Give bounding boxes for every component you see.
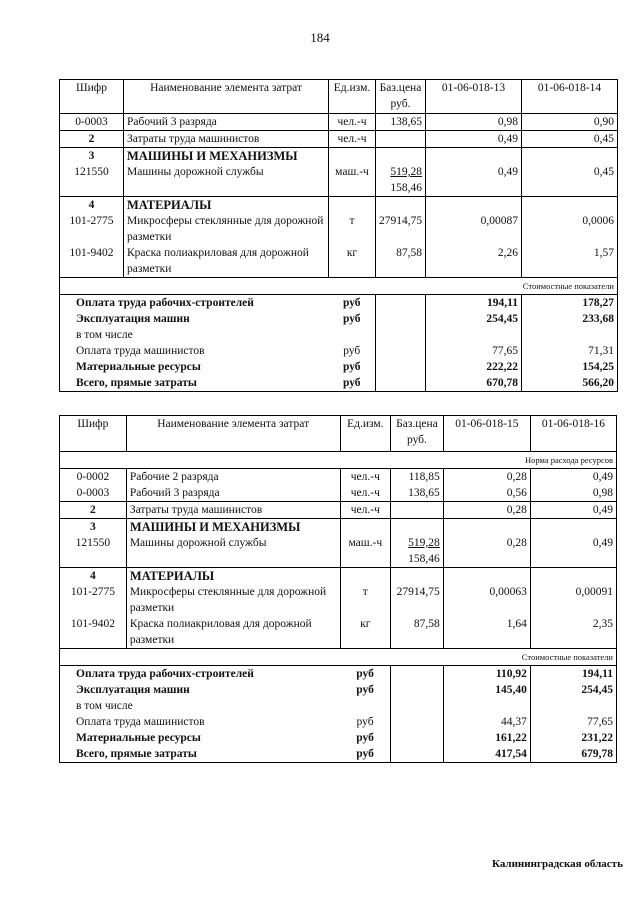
table-row	[60, 584, 617, 616]
total-value-a: 254,45	[426, 311, 522, 327]
total-label: Всего, прямые затраты	[60, 375, 329, 392]
row-code: 2	[60, 131, 124, 148]
row-value-a: 0,28	[443, 535, 530, 568]
header-col-b: 01-06-018-16	[530, 416, 616, 452]
band-resource-norm: Норма расхода ресурсов	[60, 452, 617, 469]
total-value-b: 194,11	[530, 666, 616, 683]
row-value-b: 0,0006	[522, 213, 618, 245]
total-label: Материальные ресурсы	[60, 359, 329, 375]
total-row	[60, 714, 617, 730]
row-code: 0-0002	[60, 469, 127, 486]
total-unit: руб	[356, 716, 374, 728]
row-price: 27914,75	[376, 213, 426, 245]
row-price: 519,28	[408, 537, 440, 549]
section-title: МАШИНЫ И МЕХАНИЗМЫ	[124, 148, 329, 165]
header-code: Шифр	[60, 416, 127, 452]
row-price-secondary: 158,46	[408, 553, 440, 565]
header-base-price: Баз.цена руб.	[376, 80, 426, 114]
band-row	[60, 278, 618, 295]
table-row	[60, 164, 618, 197]
row-value-b: 0,49	[530, 469, 616, 486]
footer-region: Калининградская область	[492, 858, 623, 870]
total-row	[60, 359, 618, 375]
row-unit: т	[329, 213, 376, 245]
cost-table-1	[59, 79, 618, 392]
row-unit: маш.-ч	[340, 535, 391, 568]
row-price: 519,28	[390, 166, 422, 178]
band-row	[60, 452, 617, 469]
header-col-b: 01-06-018-14	[522, 80, 618, 114]
total-label: Материальные ресурсы	[60, 730, 341, 746]
total-unit: руб	[356, 668, 374, 680]
table-row	[60, 616, 617, 649]
header-col-a: 01-06-018-13	[426, 80, 522, 114]
total-label: Оплата труда рабочих-строителей	[60, 295, 329, 312]
section-title: МАТЕРИАЛЫ	[124, 197, 329, 214]
table-row	[60, 535, 617, 568]
row-value-a: 0,00063	[443, 584, 530, 616]
header-name: Наименование элемента затрат	[126, 416, 340, 452]
row-value-b: 0,45	[522, 164, 618, 197]
row-code: 101-9402	[60, 616, 127, 649]
row-name: Рабочий 3 разряда	[124, 114, 329, 131]
total-label: в том числе	[60, 698, 341, 714]
total-label: в том числе	[60, 327, 329, 343]
total-value-b: 254,45	[530, 682, 616, 698]
row-name: Машины дорожной службы	[124, 164, 329, 197]
total-value-a: 161,22	[443, 730, 530, 746]
row-name: Машины дорожной службы	[126, 535, 340, 568]
header-unit: Ед.изм.	[329, 80, 376, 114]
row-code: 121550	[60, 535, 127, 568]
row-value-a: 0,49	[426, 131, 522, 148]
header-name: Наименование элемента затрат	[124, 80, 329, 114]
section-title: МАТЕРИАЛЫ	[126, 568, 340, 585]
row-code: 101-9402	[60, 245, 124, 278]
row-unit: т	[340, 584, 391, 616]
section-row	[60, 568, 617, 585]
total-row	[60, 295, 618, 312]
section-row	[60, 197, 618, 214]
total-value-b: 566,20	[522, 375, 618, 392]
row-value-b: 0,49	[530, 502, 616, 519]
total-label: Эксплуатация машин	[60, 311, 329, 327]
row-code: 101-2775	[60, 584, 127, 616]
total-label: Оплата труда машинистов	[60, 714, 341, 730]
total-value-b: 679,78	[530, 746, 616, 763]
total-value-a: 417,54	[443, 746, 530, 763]
total-unit: руб	[329, 375, 376, 392]
row-code: 0-0003	[60, 485, 127, 502]
band-row	[60, 649, 617, 666]
row-price: 118,85	[391, 469, 444, 486]
row-price: 138,65	[376, 114, 426, 131]
section-code: 3	[60, 148, 124, 165]
total-label: Эксплуатация машин	[60, 682, 341, 698]
section-code: 3	[60, 519, 127, 536]
row-value-a: 2,26	[426, 245, 522, 278]
total-row	[60, 311, 618, 327]
row-name: Краска полиакриловая для дорожной разметки	[126, 616, 340, 649]
row-code: 101-2775	[60, 213, 124, 245]
row-value-b: 2,35	[530, 616, 616, 649]
header-base-price: Баз.цена руб.	[391, 416, 444, 452]
total-value-a: 44,37	[443, 714, 530, 730]
total-value-b: 233,68	[522, 311, 618, 327]
total-value-a: 194,11	[426, 295, 522, 312]
row-code: 2	[60, 502, 127, 519]
row-name: Рабочий 3 разряда	[126, 485, 340, 502]
cost-table-2	[59, 415, 617, 763]
table-row	[60, 469, 617, 486]
section-row	[60, 519, 617, 536]
row-name: Микросферы стеклянные для дорожной разметки	[126, 584, 340, 616]
row-value-a: 0,49	[426, 164, 522, 197]
row-name: Рабочие 2 разряда	[126, 469, 340, 486]
table-row	[60, 502, 617, 519]
total-label: Оплата труда рабочих-строителей	[60, 666, 341, 683]
row-unit: маш.-ч	[329, 164, 376, 197]
total-value-b: 77,65	[530, 714, 616, 730]
total-row	[60, 730, 617, 746]
row-price-secondary: 158,46	[390, 182, 422, 194]
table-row	[60, 213, 618, 245]
total-value-a: 145,40	[443, 682, 530, 698]
table-header-row	[60, 80, 618, 114]
band-cost-indicators: Стоимостные показатели	[60, 649, 617, 666]
total-value-b: 231,22	[530, 730, 616, 746]
row-value-b: 0,49	[530, 535, 616, 568]
row-code: 0-0003	[60, 114, 124, 131]
header-col-a: 01-06-018-15	[443, 416, 530, 452]
row-value-a: 0,56	[443, 485, 530, 502]
table-row	[60, 131, 618, 148]
table-header-row	[60, 416, 617, 452]
total-row	[60, 682, 617, 698]
row-name: Краска полиакриловая для дорожной разметки	[124, 245, 329, 278]
row-price: 27914,75	[391, 584, 444, 616]
total-unit: руб	[342, 297, 361, 309]
row-value-b: 0,90	[522, 114, 618, 131]
total-unit: руб	[356, 732, 374, 744]
band-cost-indicators: Стоимостные показатели	[60, 278, 618, 295]
row-unit: чел.-ч	[340, 469, 391, 486]
total-row	[60, 375, 618, 392]
total-row	[60, 666, 617, 683]
row-value-a: 0,98	[426, 114, 522, 131]
row-value-b: 0,00091	[530, 584, 616, 616]
row-unit: чел.-ч	[329, 114, 376, 131]
header-unit: Ед.изм.	[340, 416, 391, 452]
row-name: Микросферы стеклянные для дорожной разметки	[124, 213, 329, 245]
total-value-a: 110,92	[443, 666, 530, 683]
table-row	[60, 245, 618, 278]
total-unit: руб	[342, 361, 361, 373]
total-unit: руб	[342, 313, 361, 325]
header-code: Шифр	[60, 80, 124, 114]
row-unit: кг	[329, 245, 376, 278]
row-name: Затраты труда машинистов	[124, 131, 329, 148]
total-unit: руб	[356, 684, 374, 696]
row-value-a: 0,28	[443, 502, 530, 519]
total-row	[60, 698, 617, 714]
total-unit: руб	[343, 345, 361, 357]
row-unit: кг	[340, 616, 391, 649]
table-row	[60, 485, 617, 502]
row-value-b: 0,98	[530, 485, 616, 502]
section-row	[60, 148, 618, 165]
total-value-a: 222,22	[426, 359, 522, 375]
row-code: 121550	[60, 164, 124, 197]
row-price: 87,58	[391, 616, 444, 649]
row-value-a: 0,28	[443, 469, 530, 486]
total-value-b: 71,31	[522, 343, 618, 359]
row-value-b: 1,57	[522, 245, 618, 278]
total-label: Оплата труда машинистов	[60, 343, 329, 359]
section-code: 4	[60, 568, 127, 585]
total-value-a: 77,65	[426, 343, 522, 359]
total-row	[60, 343, 618, 359]
row-value-b: 0,45	[522, 131, 618, 148]
total-unit: руб	[340, 746, 391, 763]
total-row	[60, 327, 618, 343]
total-value-b: 178,27	[522, 295, 618, 312]
table-row	[60, 114, 618, 131]
total-value-a: 670,78	[426, 375, 522, 392]
total-label: Всего, прямые затраты	[60, 746, 341, 763]
row-value-a: 0,00087	[426, 213, 522, 245]
row-unit: чел.-ч	[329, 131, 376, 148]
row-unit: чел.-ч	[340, 485, 391, 502]
section-code: 4	[60, 197, 124, 214]
row-value-a: 1,64	[443, 616, 530, 649]
total-value-b: 154,25	[522, 359, 618, 375]
section-title: МАШИНЫ И МЕХАНИЗМЫ	[126, 519, 340, 536]
total-row	[60, 746, 617, 763]
page-number: 184	[310, 30, 330, 45]
row-price: 87,58	[376, 245, 426, 278]
row-unit: чел.-ч	[340, 502, 391, 519]
row-name: Затраты труда машинистов	[126, 502, 340, 519]
row-price: 138,65	[391, 485, 444, 502]
